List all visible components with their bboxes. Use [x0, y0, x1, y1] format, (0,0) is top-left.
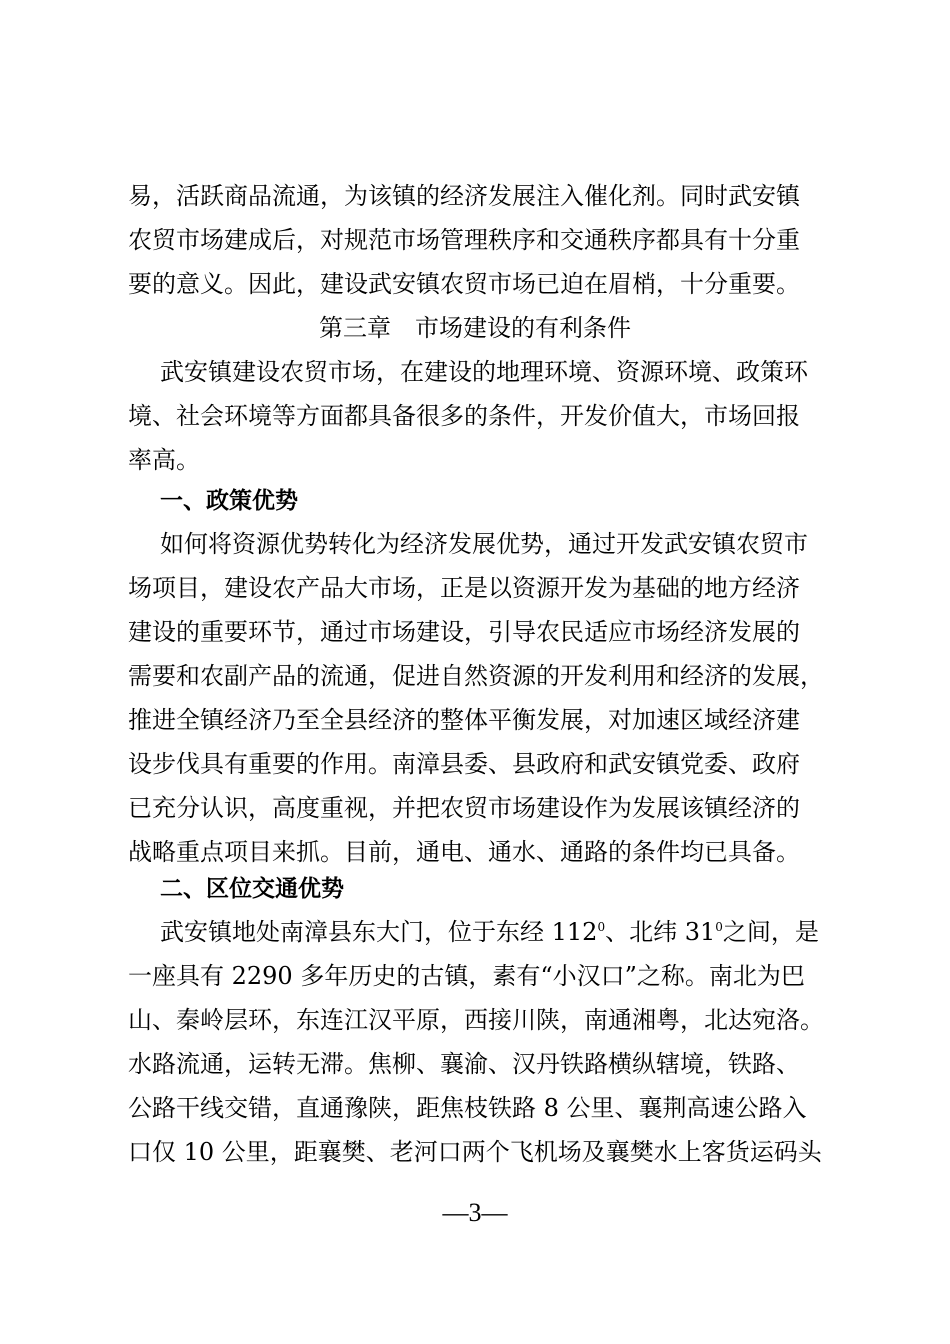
paragraph-line: 水路流通，运转无滞。焦柳、襄渝、汉丹铁路横纵辖境，铁路、: [128, 1050, 800, 1078]
paragraph-line: 山、秦岭层环，东连江汉平原，西接川陕，南通湘粤，北达宛洛。: [128, 1006, 824, 1034]
paragraph-line: 需要和农副产品的流通，促进自然资源的开发利用和经济的发展，: [128, 662, 824, 690]
paragraph-line: 境、社会环境等方面都具备很多的条件，开发价值大，市场回报: [128, 402, 800, 430]
paragraph-line: 战略重点项目来抓。目前，通电、通水、通路的条件均已具备。: [128, 838, 800, 866]
paragraph-line: 率高。: [128, 446, 200, 474]
paragraph-line: 武安镇建设农贸市场，在建设的地理环境、资源环境、政策环: [160, 358, 808, 386]
paragraph-line: 场项目，建设农产品大市场，正是以资源开发为基础的地方经济: [128, 574, 800, 602]
degree-superscript: 0: [597, 920, 606, 934]
section-title-policy: 一、政策优势: [160, 488, 298, 514]
paragraph-line: 建设的重要环节，通过市场建设，引导农民适应市场经济发展的: [128, 618, 800, 646]
section-title-location: 二、区位交通优势: [160, 876, 344, 902]
text-run: 、北纬 31: [605, 918, 716, 946]
paragraph-line: 农贸市场建成后，对规范市场管理秩序和交通秩序都具有十分重: [128, 226, 800, 254]
paragraph-line: 如何将资源优势转化为经济发展优势，通过开发武安镇农贸市: [160, 530, 808, 558]
chapter-title: 第三章 市场建设的有利条件: [319, 314, 631, 342]
paragraph-line: [160, 910, 848, 954]
paragraph-line: 一座具有 2290 多年历史的古镇，素有“小汉口”之称。南北为巴: [128, 962, 805, 990]
paragraph-line: 已充分认识，高度重视，并把农贸市场建设作为发展该镇经济的: [128, 794, 800, 822]
paragraph-line: 公路干线交错，直通豫陕，距焦枝铁路 8 公里、襄荆高速公路入: [128, 1094, 807, 1122]
text-run: 之间，是: [722, 918, 819, 946]
paragraph-line: 要的意义。因此，建设武安镇农贸市场已迫在眉梢，十分重要。: [128, 270, 800, 298]
text-run: 武安镇地处南漳县东大门，位于东经 112: [160, 918, 598, 946]
degree-superscript: 0: [715, 920, 723, 934]
page-number: —3—: [442, 1198, 508, 1227]
paragraph-line: 口仅 10 公里，距襄樊、老河口两个飞机场及襄樊水上客货运码头: [128, 1138, 822, 1166]
paragraph-line: 易，活跃商品流通，为该镇的经济发展注入催化剂。同时武安镇: [128, 182, 800, 210]
paragraph-line: 设步伐具有重要的作用。南漳县委、县政府和武安镇党委、政府: [128, 750, 800, 778]
paragraph-line: 推进全镇经济乃至全县经济的整体平衡发展，对加速区域经济建: [128, 706, 800, 734]
